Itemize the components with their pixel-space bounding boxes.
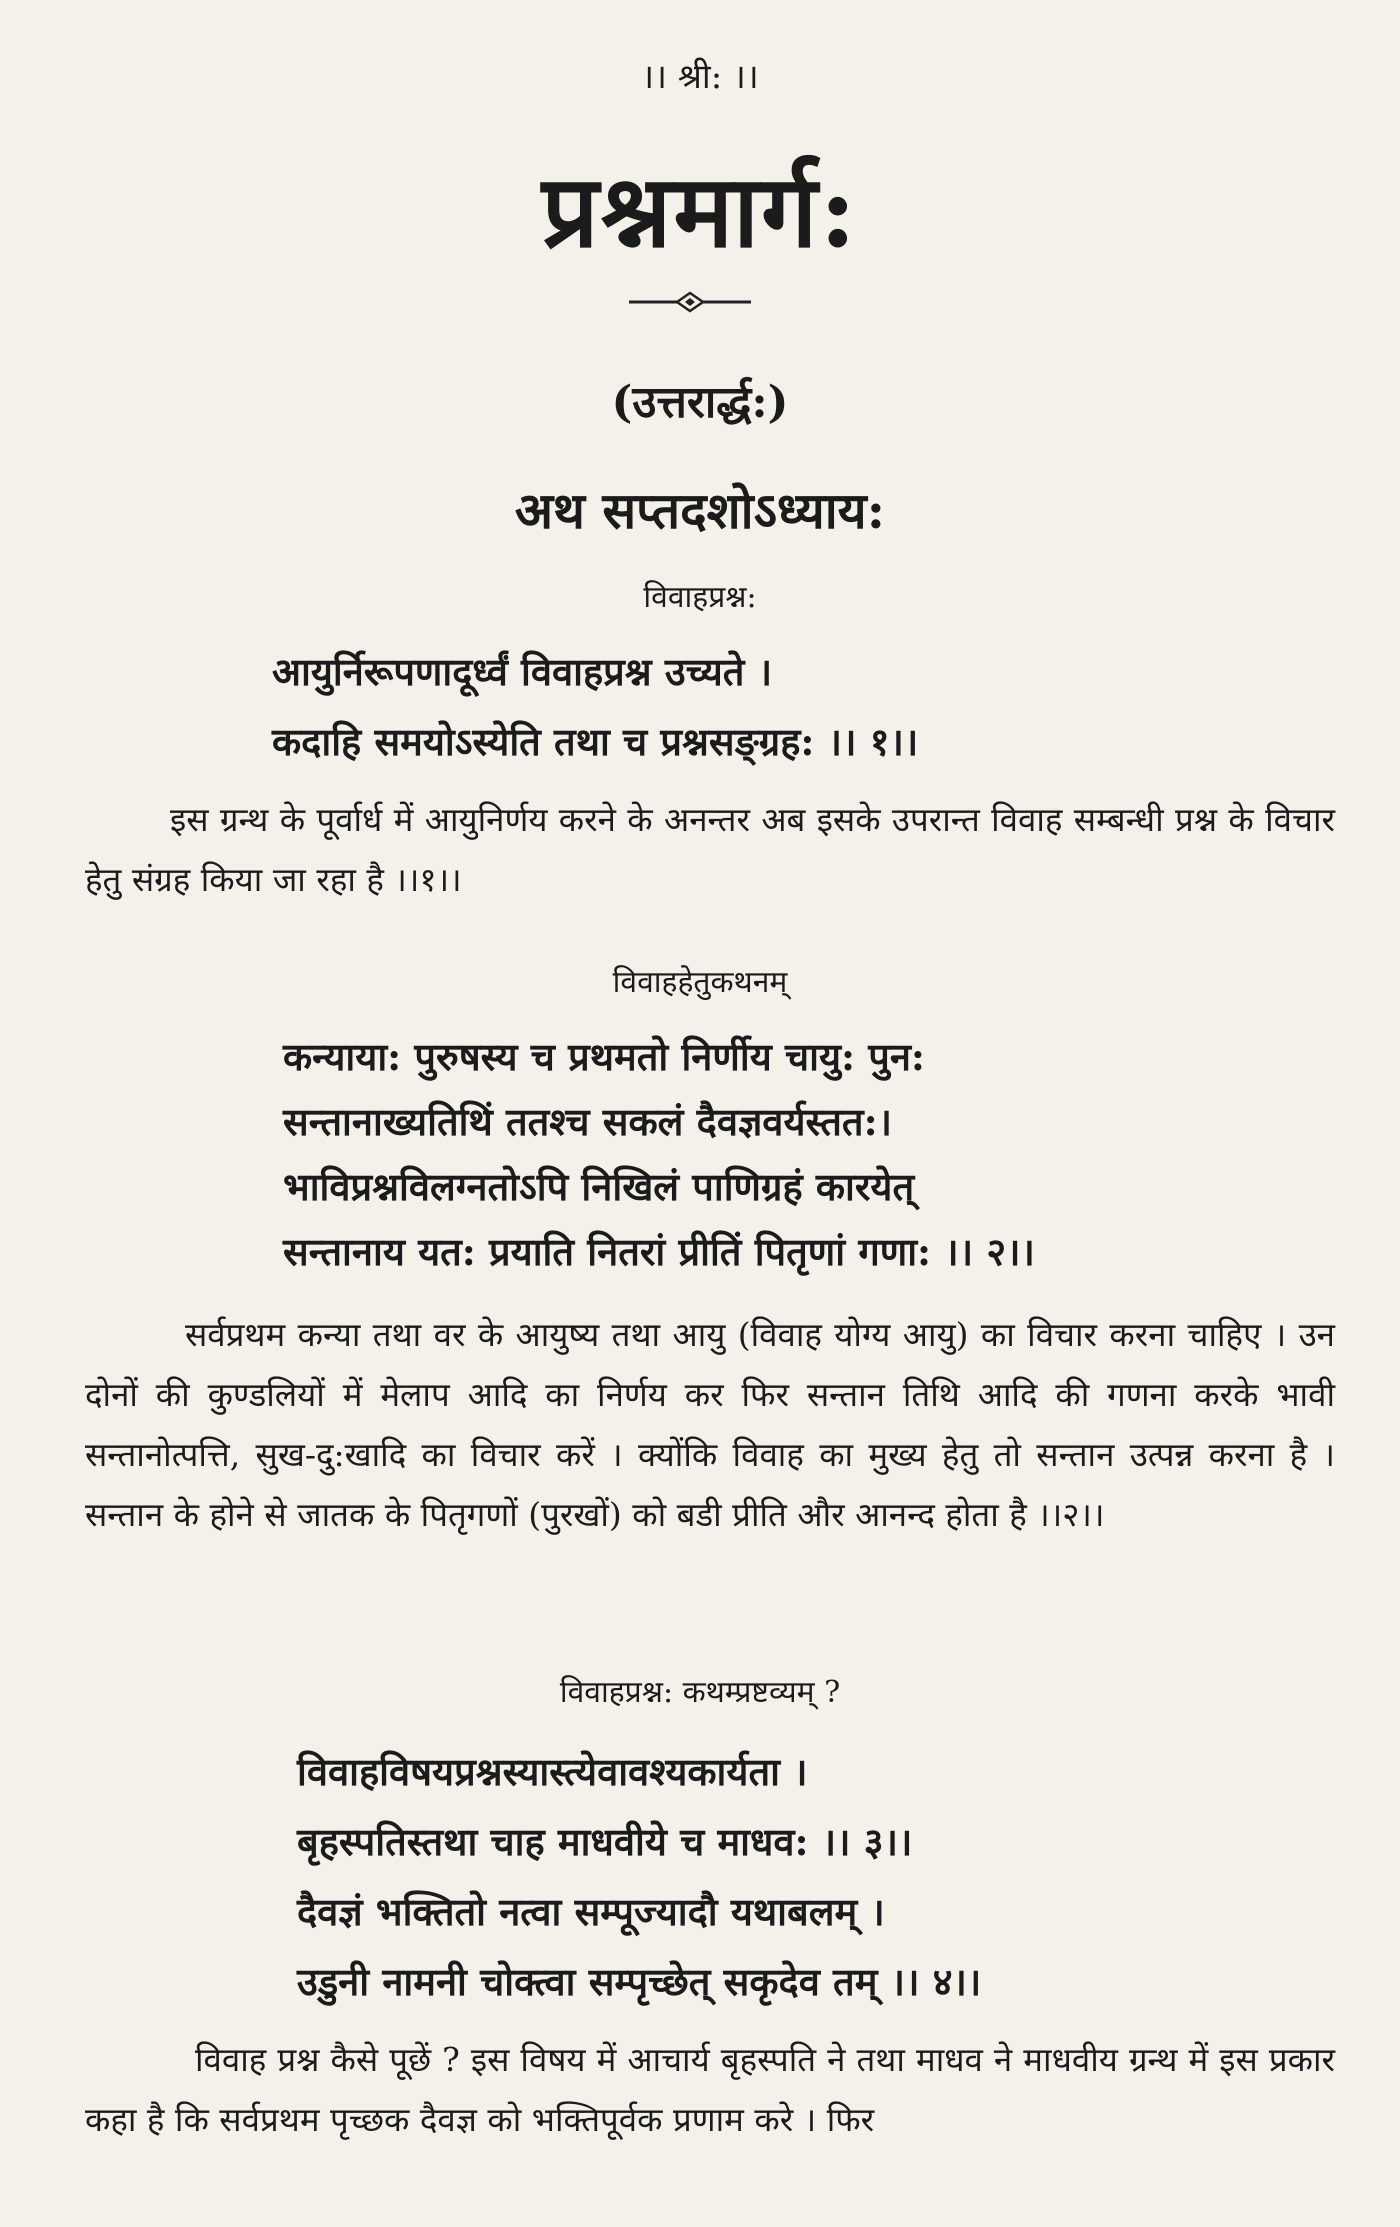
verse-line: बृहस्पतिस्तथा चाह माधवीये च माधव: ।। ३।। xyxy=(297,1819,913,1864)
verse-line: आयुर्निरूपणादूर्ध्वं विवाहप्रश्न उच्यते । xyxy=(272,649,773,694)
ornament-divider-icon xyxy=(625,290,755,314)
verse-line: उडुनी नामनी चोक्त्वा सम्पृच्छेत् सकृदेव तम् ।। ४।। xyxy=(297,1959,982,2004)
verse-line: भाविप्रश्नविलग्नतोऽपि निखिलं पाणिग्रहं कारयेत् xyxy=(283,1164,915,1209)
verse-line: विवाहविषयप्रश्नस्यास्त्येवावश्यकार्यता । xyxy=(297,1749,808,1794)
verse-line: सन्तानाख्यतिथिं ततश्च सकलं दैवज्ञवर्यस्तत:। xyxy=(283,1099,893,1144)
part-heading: (उत्तरार्द्ध:) xyxy=(611,377,789,428)
explanation-paragraph: इस ग्रन्थ के पूर्वार्ध में आयुनिर्णय करने के अनन्तर अब इसके उपरान्त विवाह सम्बन्धी प्रश्न के विचार हेतु संग्रह किया जा रहा है ।।१।। xyxy=(85,800,1335,899)
verse-line: दैवज्ञं भक्तितो नत्वा सम्पूज्यादौ यथाबलम् । xyxy=(297,1889,885,1934)
verse-line: सन्तानाय यत: प्रयाति नितरां प्रीतिं पितृणां गणा: ।। २।। xyxy=(283,1229,1035,1274)
section-heading: विवाहप्रश्न: xyxy=(643,580,757,615)
section-heading: विवाहप्रश्न: कथम्प्रष्टव्यम् ? xyxy=(559,1675,841,1710)
verse-line: कन्याया: पुरुषस्य च प्रथमतो निर्णीय चायु: पुन: xyxy=(283,1034,925,1079)
explanation-paragraph: सर्वप्रथम कन्या तथा वर के आयुष्य तथा आयु (विवाह योग्य आयु) का विचार करना चाहिए । उन दोनों की कुण्डलियों में मेलाप आदि का निर्णय कर फिर सन्तान तिथि आदि की गणना करके भावी सन्तानोत्पत्ति, सुख-दु:खादि का विचार करें । क्योंकि विवाह का मुख्य हेतु तो सन्तान उत्पन्न करना है । सन्तान के होने से जातक के पितृगणों (पुरखों) को बडी प्रीति और आनन्द होता है ।।२।। xyxy=(85,1315,1335,1534)
explanation-paragraph: विवाह प्रश्न कैसे पूछें ? इस विषय में आचार्य बृहस्पति ने तथा माधव ने माधवीय ग्रन्थ में इस प्रकार कहा है कि सर्वप्रथम पृच्छक दैवज्ञ को भक्तिपूर्वक प्रणाम करे । फिर xyxy=(85,2040,1335,2139)
section-heading: विवाहहेतुकथनम् xyxy=(612,965,788,1000)
verse-line: कदाहि समयोऽस्येति तथा च प्रश्नसङ्ग्रह: ।। १।। xyxy=(272,719,919,764)
book-title: प्रश्नमार्ग: xyxy=(541,152,859,270)
invocation: ।। श्री: ।। xyxy=(641,57,759,97)
chapter-heading: अथ सप्तदशोऽध्याय: xyxy=(514,481,886,540)
